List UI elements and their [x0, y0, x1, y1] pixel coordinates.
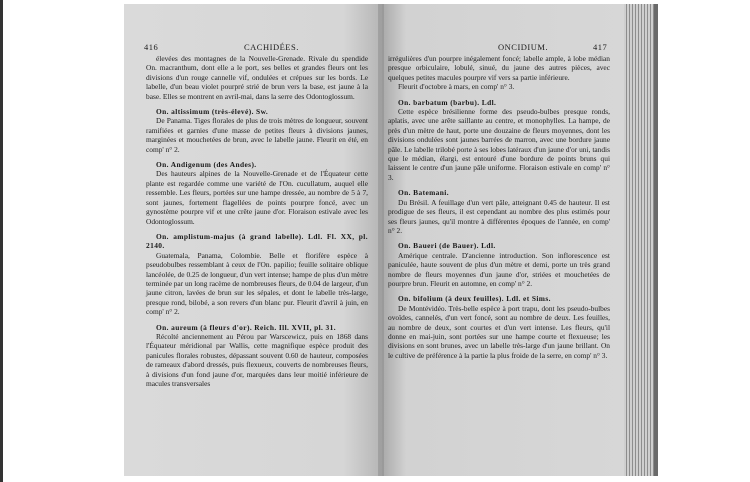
- species-heading: On. barbatum (barbu). Ldl.: [398, 97, 497, 107]
- paragraph: Du Brésil. A feuillage d'un vert pâle, atteignant 0.45 de hauteur. Il est prodigue de ses fleurs, il est cependant au nombre des plus estimés pour ses fleurs jaunes, qu'il montre à différentes époques de l'année, en comp' n° 2.: [388, 197, 610, 235]
- species-heading: On. altissimum (très-élevé). Sw.: [156, 107, 269, 117]
- species-heading: On. aureum (à fleurs d'or). Reich. Ill. XVII, pl. 31.: [156, 322, 336, 332]
- paragraph: irrégulières d'un pourpre inégalement foncé; labelle ample, à lobe médian presque orbiculaire, lobulé, sinué, du jaune des autres pièces, avec quelques petites macules pourpre vif vers sa partie inférieure.: [388, 54, 610, 82]
- left-page-number: 416: [144, 42, 159, 52]
- right-page: [382, 4, 624, 476]
- paragraph: Récolté anciennement au Pérou par Warscewicz, puis en 1868 dans l'Équateur méridional par Wallis, cette magnifique espèce produit des panicules florales robustes, dépassant souvent 0.60 de hauteur, composées de rameaux d'abord dressés, puis flexueux, couverts de nombreuses fleurs, à divisions d'un fond jaune d'or, marquées dans leur moitié inférieure de macules transversales: [146, 331, 368, 388]
- paragraph: Fleurit d'octobre à mars, en comp' n° 3.: [398, 82, 515, 92]
- page-edges: [624, 4, 654, 476]
- left-running-head: CACHIDÉES.: [244, 42, 299, 52]
- book-gutter: [378, 4, 384, 476]
- paragraph: Amérique centrale. D'ancienne introduction. Son inflorescence est paniculée, haute souvent de plus d'un mètre et demi, porte un très grand nombre de fleurs moyennes d'un jaune d'or, striées et mouchetées de pourpre brun. Fleurit en automne, en comp' n° 2.: [388, 250, 610, 288]
- cover-edge: [654, 4, 658, 476]
- paragraph: élevées des montagnes de la Nouvelle-Grenade. Rivale du spendide On. macranthum, dont elle a le port, ses belles et grandes fleurs ont les divisions d'un rouge cannelle vif, ondulées et crépues sur les bords. Le labelle, d'un beau violet pourpré strié de brun vers la base, est jaune à la base. Elles se montrent en avril-mai, dans la serre des Odontoglossum.: [146, 54, 368, 101]
- right-page-number: 417: [593, 42, 608, 52]
- species-heading: On. amplistum-majus (à grand labelle). Ldl. Fl. XX, pl. 2140.: [146, 231, 368, 251]
- species-heading: On. Batemani.: [398, 188, 449, 198]
- species-heading: On. bifolium (à deux feuilles). Ldl. et Sims.: [398, 294, 551, 304]
- right-running-head: ONCIDIUM.: [498, 42, 549, 52]
- scan-left-border: [0, 0, 3, 482]
- paragraph: De Montévidéo. Très-belle espèce à port trapu, dont les pseudo-bulbes ovoïdes, cannelés, d'un vert foncé, sont au nombre de deux. Les feuilles, au nombre de deux, sont courtes et d'un vert intense. Les fleurs, qu'il donne en mai-juin, sont portées sur une hampe courte et flexueuse; les divisions en sont brunes, avec un labelle très-large d'un jaune brillant. On le cultive de préférence à la partie la plus froide de la serre, en comp' n° 3.: [388, 303, 610, 360]
- paragraph: De Panama. Tiges florales de plus de trois mètres de longueur, souvent ramifiées et garnies d'une masse de petites fleurs à divisions jaunes, marginées et mouchetées de brun, avec le labelle jaune. Fleurit en été, en comp' n° 2.: [146, 116, 368, 154]
- species-heading: On. Andigenum (des Andes).: [156, 160, 257, 170]
- right-page-body: [388, 54, 610, 360]
- species-heading: On. Baueri (de Bauer). Ldl.: [398, 241, 496, 251]
- paragraph: Des hauteurs alpines de la Nouvelle-Grenade et de l'Équateur cette plante est regardée comme une variété de l'On. cucullatum, auquel elle ressemble. Les fleurs, portées sur une hampe dressée, au nombre de 5 à 7, sont jaunes, fortement flagellées de points pourpre foncé, avec un gynostème pourpre vif et une crête jaune d'or. Floraison estivale avec les Odontoglossum.: [146, 169, 368, 226]
- left-page-body: [146, 54, 368, 388]
- paragraph: Guatemala, Panama, Colombie. Belle et florifère espèce à pseudobulbes ressemblant à ceux de l'On. papilio; feuille solitaire oblique lancéolée, de 0.25 de longueur, d'un vert intense; hampe de plus d'un mètre terminée par un long racème de nombreuses fleurs, de 0.04 de largeur, d'un jaune citron, lavées de brun sur les sépales, et dont le labelle très-large, presque rond, bilobé, a son revers d'un blanc pur. Fleurit d'avril à juin, en comp' n° 2.: [146, 250, 368, 317]
- left-page: [124, 4, 382, 476]
- paragraph: Cette espèce brésilienne forme des pseudo-bulbes presque ronds, aplatis, avec une arête saillante au centre, et monophylles. La hampe, de près d'un mètre de haut, porte une douzaine de fleurs moyennes, dont les divisions ondulées sont jaunes barrées de marron, avec une bordure jaune pâle. Le labelle trilobé porte à ses lobes latéraux d'un jaune d'or uni, tandis que le médian, élargi, est entouré d'une bordure de points bruns qui laissent le centre d'un jaune pâle uniforme. Floraison estivale en comp' n° 3.: [388, 107, 610, 182]
